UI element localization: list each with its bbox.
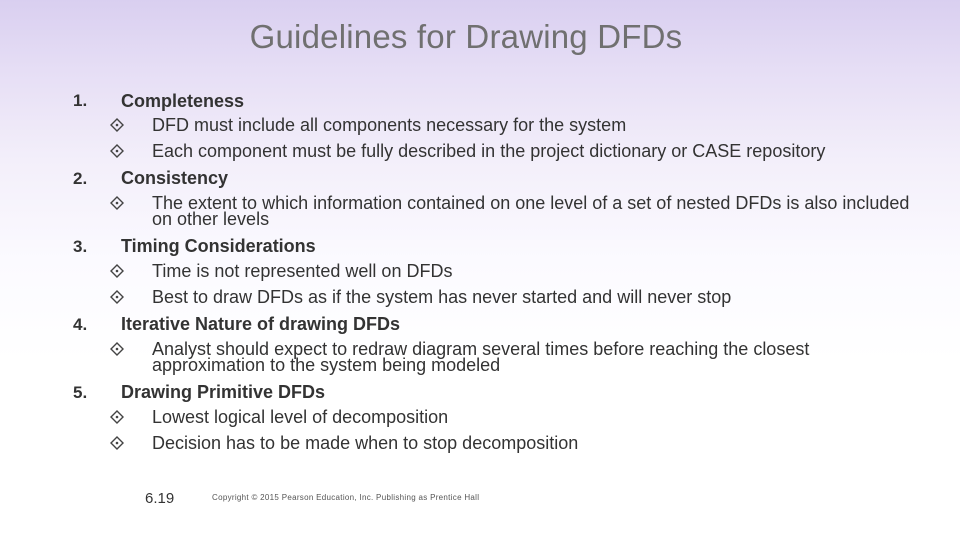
bullet-text: Decision has to be made when to stop decomposition [152, 433, 579, 453]
item-heading: Iterative Nature of drawing DFDs [121, 314, 401, 334]
page-number: 6.19 [145, 490, 175, 507]
bullet-text: Analyst should expect to redraw diagram several times before reaching the closest approximation to the system being modeled [152, 339, 810, 375]
diamond-dot-icon [110, 410, 124, 424]
copyright-notice: Copyright © 2015 Pearson Education, Inc. Publishing as Prentice Hall [212, 493, 480, 502]
item-heading: Completeness [121, 91, 245, 111]
item-number: 3. [73, 237, 88, 256]
bullet-text: The extent to which information contained on one level of a set of nested DFDs is also included on other levels [152, 193, 910, 229]
item-number: 2. [73, 169, 88, 188]
bullet-text: Best to draw DFDs as if the system has never started and will never stop [152, 287, 732, 307]
bullet-text: DFD must include all components necessary for the system [152, 115, 627, 135]
bullet-text: Lowest logical level of decomposition [152, 407, 449, 427]
diamond-dot-icon [110, 196, 124, 210]
item-heading: Drawing Primitive DFDs [121, 382, 326, 402]
item-number: 1. [73, 91, 88, 110]
bullet-text: Time is not represented well on DFDs [152, 261, 453, 281]
diamond-dot-icon [110, 118, 124, 132]
diamond-dot-icon [110, 436, 124, 450]
diamond-dot-icon [110, 342, 124, 356]
diamond-dot-icon [110, 144, 124, 158]
item-heading: Consistency [121, 168, 229, 188]
bullet-text: Each component must be fully described in the project dictionary or CASE repository [152, 141, 826, 161]
item-heading: Timing Considerations [121, 236, 316, 256]
diamond-dot-icon [110, 290, 124, 304]
item-number: 4. [73, 315, 88, 334]
item-number: 5. [73, 383, 88, 402]
slide-title: Guidelines for Drawing DFDs [249, 18, 683, 55]
diamond-dot-icon [110, 264, 124, 278]
